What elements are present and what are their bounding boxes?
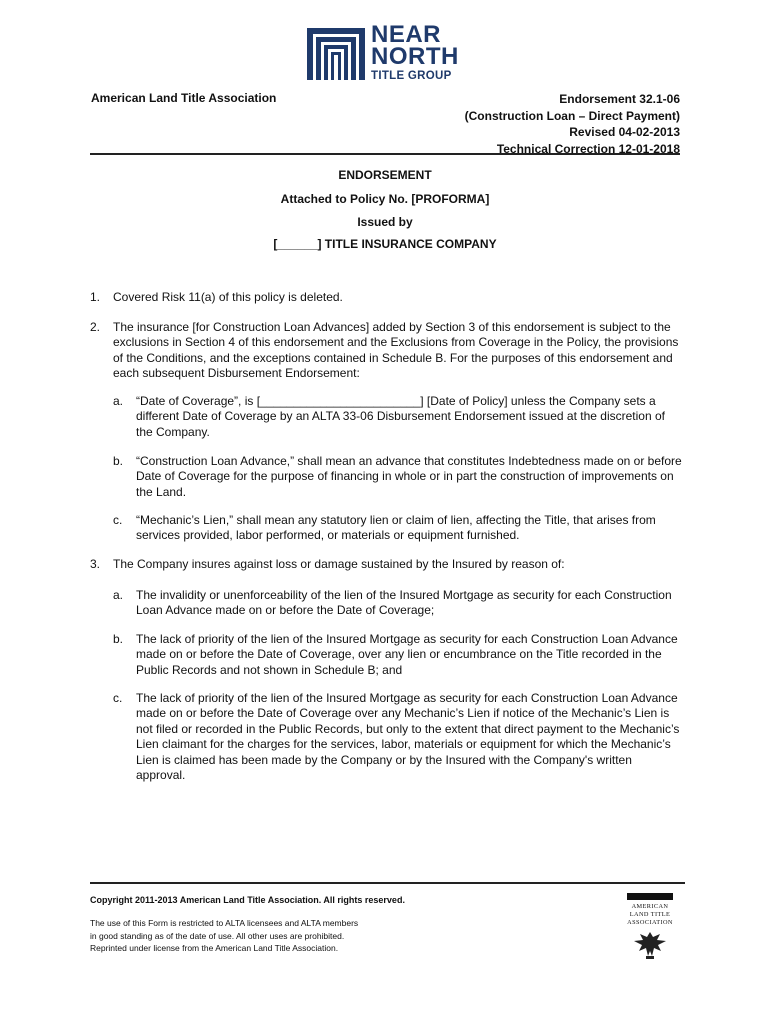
- section-2b-text: “Construction Loan Advance,” shall mean an advance that constitutes Indebtedness made on or before Date of Coverage for the purpose of financing in whole or in part the construction of improvements on the Land.: [136, 454, 682, 499]
- section-3a-text: The invalidity or unenforceability of the lien of the Insured Mortgage as security for each Construction Loan Advance made on or before the Date of Coverage;: [136, 588, 672, 618]
- section-2-text: The insurance [for Construction Loan Advances] added by Section 3 of this endorsement is subject to the exclusions in Section 4 of this endorsement and the Exclusions from Coverage in the Policy, the provisions of the Conditions, and the exceptions contained in Schedule B. For the purposes of this endorsement and each subsequent Disbursement Endorsement:: [113, 320, 679, 381]
- license-note-line: in good standing as of the date of use. All other uses are prohibited.: [90, 930, 345, 941]
- alta-logo-line: AMERICAN: [631, 903, 669, 910]
- endorsement-type: (Construction Loan – Direct Payment): [464, 108, 680, 123]
- section-2-number: 2.: [90, 320, 101, 334]
- section-3-number: 3.: [90, 557, 101, 571]
- alta-logo-line: LAND TITLE: [629, 911, 671, 918]
- copyright-notice: Copyright 2011-2013 American Land Title Association. All rights reserved.: [90, 895, 405, 905]
- section-2a-text: “Date of Coverage”, is [________________________] [Date of Policy] unless the Company sets a different Date of Coverage by an ALTA 33-06 Disbursement Endorsement issued at the discretion of the Company.: [136, 394, 665, 439]
- endorsement-heading: ENDORSEMENT: [338, 168, 432, 182]
- near-north-logo-mark: [307, 28, 365, 80]
- logo-line-title-group: TITLE GROUP: [371, 70, 452, 83]
- section-3b-text: The lack of priority of the lien of the Insured Mortgage as security for each Construction Loan Advance made on or before the Date of Coverage, over any lien or encumbrance on the Title recorded in the Public Records and not shown in Schedule B; and: [136, 632, 678, 677]
- section-2b-label: b.: [113, 454, 124, 468]
- header-divider: [90, 153, 680, 155]
- alta-logo: [626, 893, 674, 961]
- license-note-line: Reprinted under license from the American Land Title Association.: [90, 943, 339, 953]
- section-2c-text: “Mechanic’s Lien,” shall mean any statutory lien or claim of lien, affecting the Title, that arises from services provided, labor performed, or materials or equipment furnished.: [136, 513, 656, 543]
- section-3a-label: a.: [113, 588, 124, 602]
- section-2c-label: c.: [113, 513, 123, 527]
- endorsement-number: Endorsement 32.1-06: [559, 92, 680, 106]
- section-1-text: Covered Risk 11(a) of this policy is deleted.: [113, 290, 343, 304]
- issued-by: Issued by: [357, 215, 413, 229]
- license-note: [90, 917, 450, 955]
- section-2a-label: a.: [113, 394, 124, 408]
- section-3b-label: b.: [113, 632, 124, 646]
- section-3c-text: The lack of priority of the lien of the Insured Mortgage as security for each Construction Loan Advance made on or before the Date of Coverage over any Mechanic’s Lien if notice of the Mechanic’s Lien is not filed or recorded in the Public Records, but only to the extent that direct payment to the Mechanic’s Lien claimant for the charges for the services, labor, materials or equipment for which the Mechanic’s Lien is claimed has been made by the Company or by the Insured with the Company's written approval.: [136, 691, 680, 783]
- footer-divider: [90, 882, 685, 884]
- logo-line-north: NORTH: [371, 43, 459, 71]
- logo-line-near: NEAR: [371, 21, 442, 48]
- policy-line: Attached to Policy No. [PROFORMA]: [280, 192, 490, 206]
- technical-correction: Technical Correction 12-01-2018: [496, 141, 680, 156]
- section-3c-label: c.: [113, 691, 123, 705]
- eagle-emblem-icon: [630, 929, 670, 961]
- alta-logo-bar: [627, 893, 673, 900]
- revised-date: Revised 04-02-2013: [569, 125, 680, 139]
- company-line: [______] TITLE INSURANCE COMPANY: [273, 237, 497, 251]
- section-3-text: The Company insures against loss or damage sustained by the Insured by reason of:: [113, 557, 565, 571]
- near-north-logo-text: [371, 21, 459, 83]
- association-name: American Land Title Association: [91, 91, 277, 105]
- section-1-number: 1.: [90, 290, 101, 304]
- alta-logo-line: ASSOCIATION: [627, 919, 673, 926]
- license-note-line: The use of this Form is restricted to ALTA licensees and ALTA members: [90, 918, 359, 928]
- endorsement-header: [465, 91, 680, 157]
